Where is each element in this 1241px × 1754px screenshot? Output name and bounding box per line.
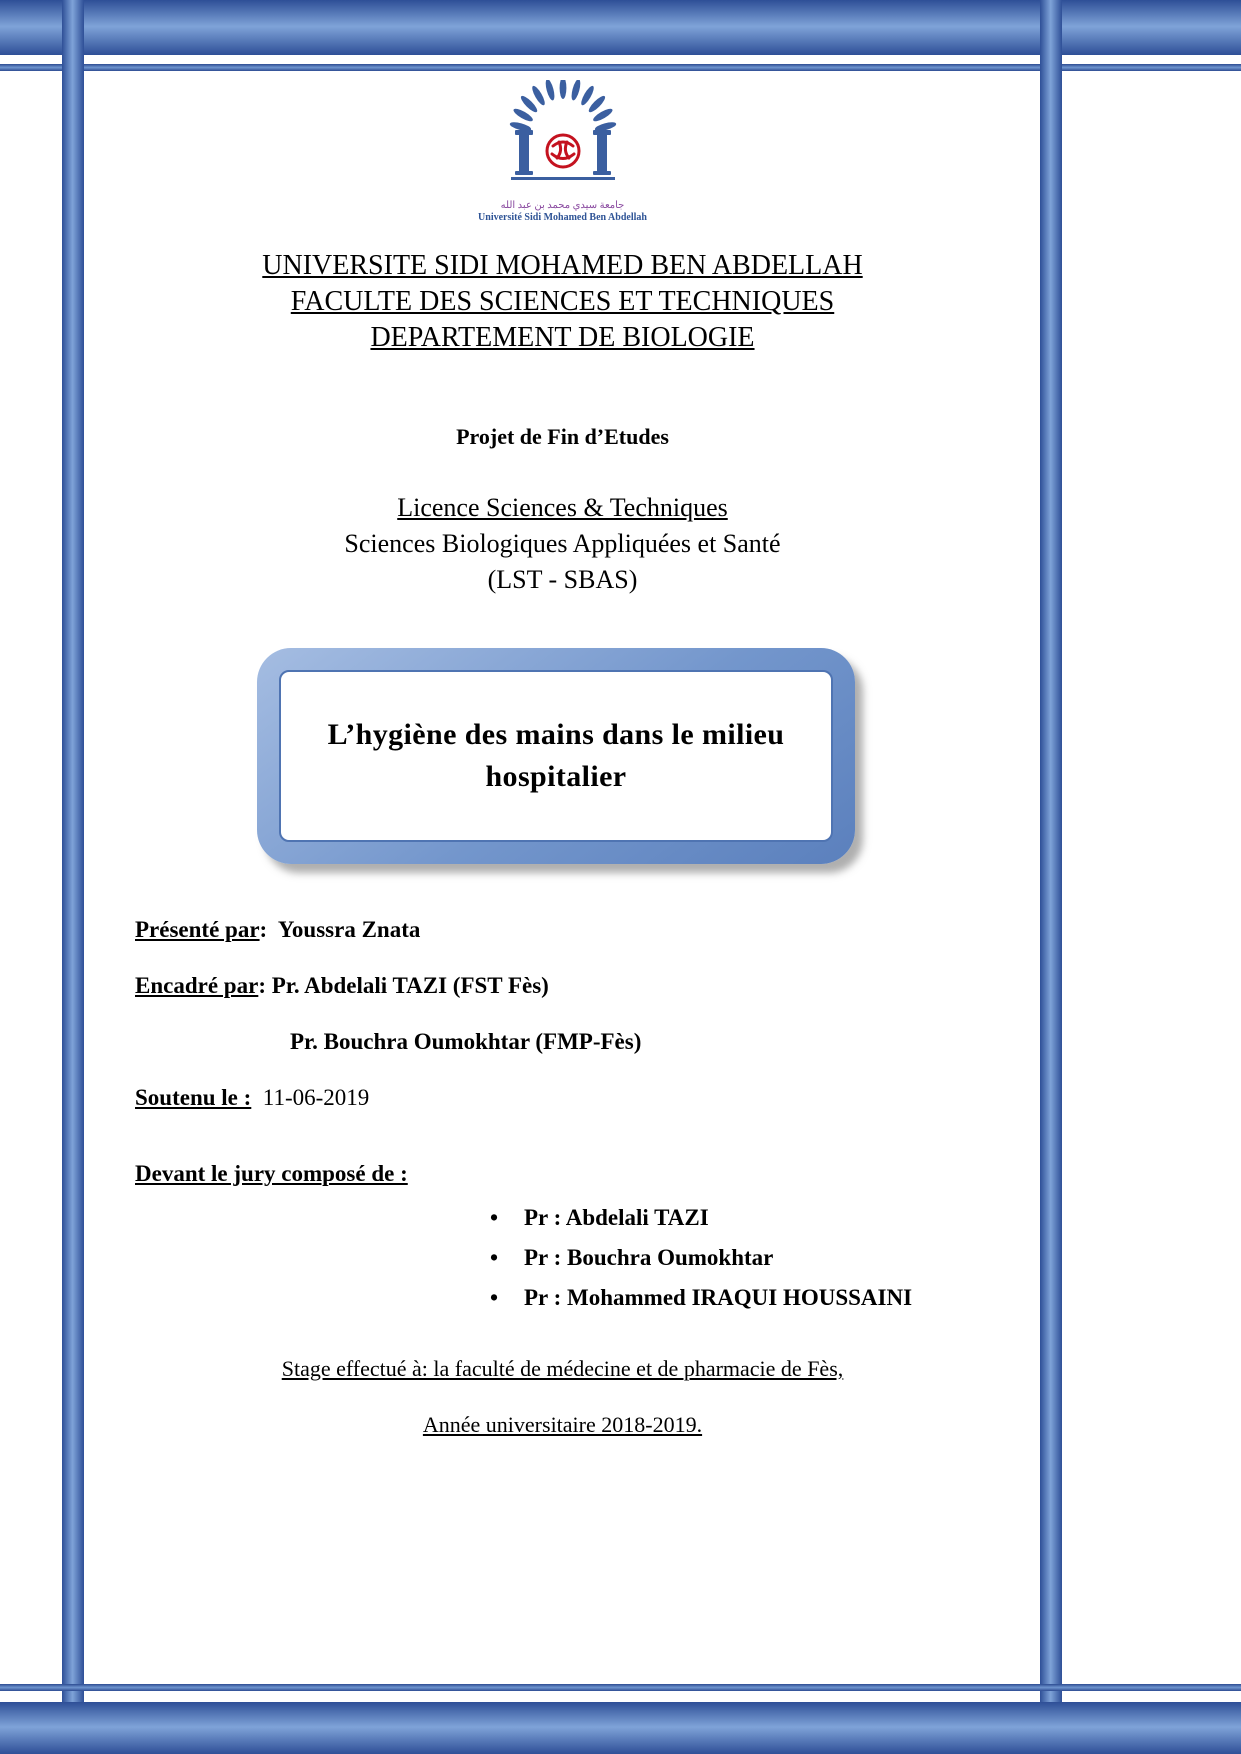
project-kind: Projet de Fin d’Etudes [456,424,669,449]
title-box-inner [279,670,833,842]
thesis-title-line1: L’hygiène des mains dans le milieu [327,718,785,751]
degree-name: Licence Sciences & Techniques [397,493,728,522]
university-headings [85,248,1040,356]
jury-heading-text: Devant le jury composé de : [135,1161,408,1186]
program-name: Sciences Biologiques Appliquées et Santé [344,529,781,558]
presented-by-line [135,914,1040,946]
university-crest-icon [493,80,633,198]
page-border-right-bar [1040,0,1062,1754]
department-name: DEPARTEMENT DE BIOLOGIE [370,322,755,353]
faculty-name: FACULTE DES SCIENCES ET TECHNIQUES [290,286,835,317]
presented-by-label: Présenté par [135,917,260,942]
jury-member-item [490,1238,1040,1278]
bullet-icon: • [490,1245,499,1270]
defense-date-value: 11-06-2019 [251,1085,370,1110]
footer-section [85,1354,1040,1440]
presented-by-value: : Youssra Znata [259,917,421,942]
supervised-by-value: : Pr. Abdelali TAZI (FST Fès) [258,973,549,998]
logo-caption-french: Université Sidi Mohamed Ben Abdellah [478,212,647,223]
supervised-by-label: Encadré par [135,973,259,998]
university-logo [85,0,1040,224]
title-box-frame [257,648,855,864]
program-abbrev: (LST - SBAS) [487,565,638,594]
supervisor2-value: Pr. Bouchra Oumokhtar (FMP-Fès) [290,1029,642,1054]
jury-list [85,1198,1040,1318]
jury-heading [85,1158,1040,1190]
jury-member-name: Pr : Bouchra Oumokhtar [524,1245,774,1270]
credits-section [85,914,1040,1114]
degree-block [85,490,1040,598]
supervisor2-line [135,1026,1040,1058]
supervised-by-line [135,970,1040,1002]
jury-member-item [490,1278,1040,1318]
bullet-icon: • [490,1285,499,1310]
logo-caption-arabic: جامعة سيدي محمد بن عبد الله [500,200,625,211]
defense-date-line [135,1082,1040,1114]
internship-location: Stage effectué à: la faculté de médecine et de pharmacie de Fès, [281,1356,844,1381]
thesis-title-line2: hospitalier [485,760,627,793]
page-border-bottom-bar [0,1702,1241,1754]
defense-date-label: Soutenu le : [135,1085,252,1110]
jury-member-name: Pr : Mohammed IRAQUI HOUSSAINI [524,1285,913,1310]
jury-member-name: Pr : Abdelali TAZI [524,1205,709,1230]
page-border-bottom-line [0,1684,1241,1691]
academic-year: Année universitaire 2018-2019. [422,1412,703,1437]
jury-member-item [490,1198,1040,1238]
bullet-icon: • [490,1205,499,1230]
page-border-left-bar [62,0,84,1754]
university-name: UNIVERSITE SIDI MOHAMED BEN ABDELLAH [262,250,863,281]
page-content [85,0,1040,1440]
